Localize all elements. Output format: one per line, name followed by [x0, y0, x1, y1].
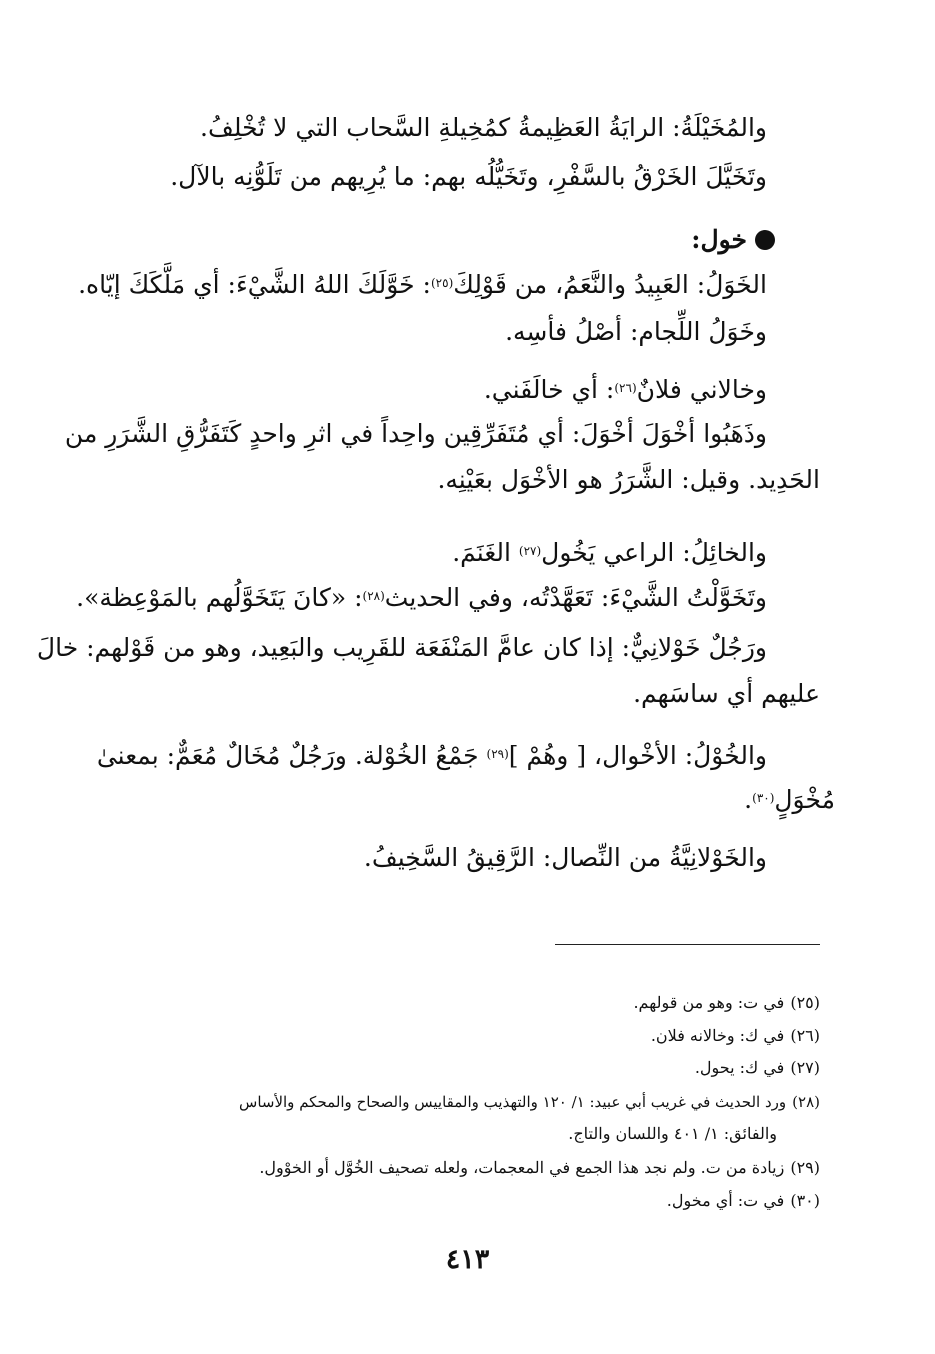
- text-line: [744, 780, 835, 820]
- footnote-ref: (٢٨): [362, 589, 385, 603]
- text-line: [484, 370, 767, 410]
- text-line: [36, 628, 767, 668]
- footnote-text: في ت: أي مخول.: [666, 1191, 785, 1210]
- line-text: وتَخَوَّلْتُ الشَّيْءَ: تَعَهَّدْتُه، وفي الحديث: [384, 583, 767, 612]
- footnote-ref: (٣٠): [752, 791, 775, 805]
- footnote-ref: (٢٦): [614, 381, 637, 395]
- footnote-number: (٢٨): [792, 1093, 820, 1111]
- entry-heading-text: خول:: [691, 225, 747, 254]
- line-text: : خَوَّلَكَ اللهُ الشَّيْءَ: أي مَلَّكَكَ إيّاه.: [78, 270, 431, 299]
- line-text: .: [744, 785, 753, 814]
- text-line: [78, 265, 767, 305]
- footnote: [667, 1187, 820, 1215]
- text-line: [437, 460, 820, 500]
- line-text: جَمْعُ الخُوْلة. ورَجُلٌ مُخَالٌ مُعَمٌّ: بمعنىٰ: [96, 741, 487, 770]
- footnote-separator: [555, 944, 820, 945]
- footnote: [695, 1054, 820, 1082]
- footnote-text: في ك: وخالانه فلان.: [650, 1026, 785, 1045]
- line-text: وخَوَلُ اللِّجام: أصْلُ فأسِه.: [505, 317, 767, 346]
- text-line: [364, 838, 767, 878]
- line-text: : أي خالَفَني.: [483, 375, 615, 404]
- footnote: [239, 1088, 820, 1116]
- text-line: [633, 674, 820, 714]
- page-number: ٤١٣: [445, 1244, 490, 1275]
- line-text: الحَدِيد. وقيل: الشَّرَرُ هو الأخْوَل بعَيْنِه.: [437, 465, 820, 494]
- footnote-number: (٢٥): [790, 993, 820, 1012]
- footnote: [568, 1120, 777, 1148]
- line-text: ورَجُلٌ خَوْلانِيٌّ: إذا كان عامَّ المَنْفَعَة للقَرِيب والبَعِيد، وهو من قَوْلهم: خالَ: [36, 633, 767, 662]
- footnote-number: (٢٩): [790, 1158, 820, 1177]
- text-line: [505, 312, 767, 352]
- text-line: [452, 533, 767, 573]
- footnote-number: (٢٧): [790, 1058, 820, 1077]
- text-line: [64, 414, 767, 454]
- footnote-ref: (٢٧): [518, 544, 542, 558]
- line-text: الخَوَلُ: العَبِيدُ والنَّعَمُ، من قَوْلِكَ: [453, 270, 767, 299]
- footnote-text: زيادة من ت. ولم نجد هذا الجمع في المعجمات، ولعله تصحيف الخُوَّل أو الخوْول.: [259, 1158, 785, 1177]
- text-line: [200, 108, 767, 148]
- footnote-text: ورد الحديث في غريب أبي عبيد: ١/ ١٢٠ والتهذيب والمقاييس والصحاح والمحكم والأساس: [239, 1093, 787, 1111]
- text-line: [170, 157, 767, 197]
- text-line: [96, 736, 767, 776]
- footnote-text: في ك: يحول.: [694, 1058, 785, 1077]
- line-text: وخالاني فلانٌ: [636, 375, 767, 404]
- line-text: الغَنَمَ.: [452, 538, 519, 567]
- footnote-text: والفائق: ١/ ٤٠١ واللسان والتاج.: [568, 1124, 777, 1143]
- line-text: والخُوْلُ: الأخْوال، [ وهُمْ ]: [508, 741, 767, 770]
- line-text: والخائِلُ: الراعي يَخُول: [541, 538, 767, 567]
- line-text: عليهم أي ساسَهم.: [633, 679, 820, 708]
- footnote: [651, 1022, 820, 1050]
- text-line: [76, 578, 767, 618]
- line-text: وتَخَيَّلَ الخَرْقُ بالسَّفْرِ، وتَخَيُّلُه بهم: ما يُرِيهم من تَلَوُّنِه بالآل.: [170, 162, 767, 191]
- footnote-ref: (٢٩): [486, 747, 509, 761]
- entry-heading: [691, 220, 775, 260]
- footnote: [259, 1154, 820, 1182]
- footnote-number: (٢٦): [790, 1026, 820, 1045]
- footnote-ref: (٢٥): [430, 276, 454, 290]
- line-text: : «كانَ يَتَخَوَّلُهم بالمَوْعِظة».: [76, 583, 363, 612]
- footnote-number: (٣٠): [790, 1191, 820, 1210]
- line-text: والخَوْلانِيَّةُ من النِّصال: الرَّقِيقُ السَّخِيفُ.: [363, 843, 767, 872]
- line-text: مُخْوَلٍ: [774, 785, 835, 814]
- footnote-text: في ت: وهو من قولهم.: [633, 993, 785, 1012]
- footnote: [633, 989, 820, 1017]
- line-text: وذَهَبُوا أخْوَلَ أخْوَلَ: أي مُتَفَرِّقِين واحِداً في اثرِ واحدٍ كَتَفَرُّقِ الشَّرَرِ من: [64, 419, 767, 448]
- bullet-icon: [755, 230, 775, 250]
- line-text: والمُخَيْلَةُ: الرايَةُ العَظِيمةُ كمُخِيلةِ السَّحاب التي لا تُخْلِفُ.: [200, 113, 767, 142]
